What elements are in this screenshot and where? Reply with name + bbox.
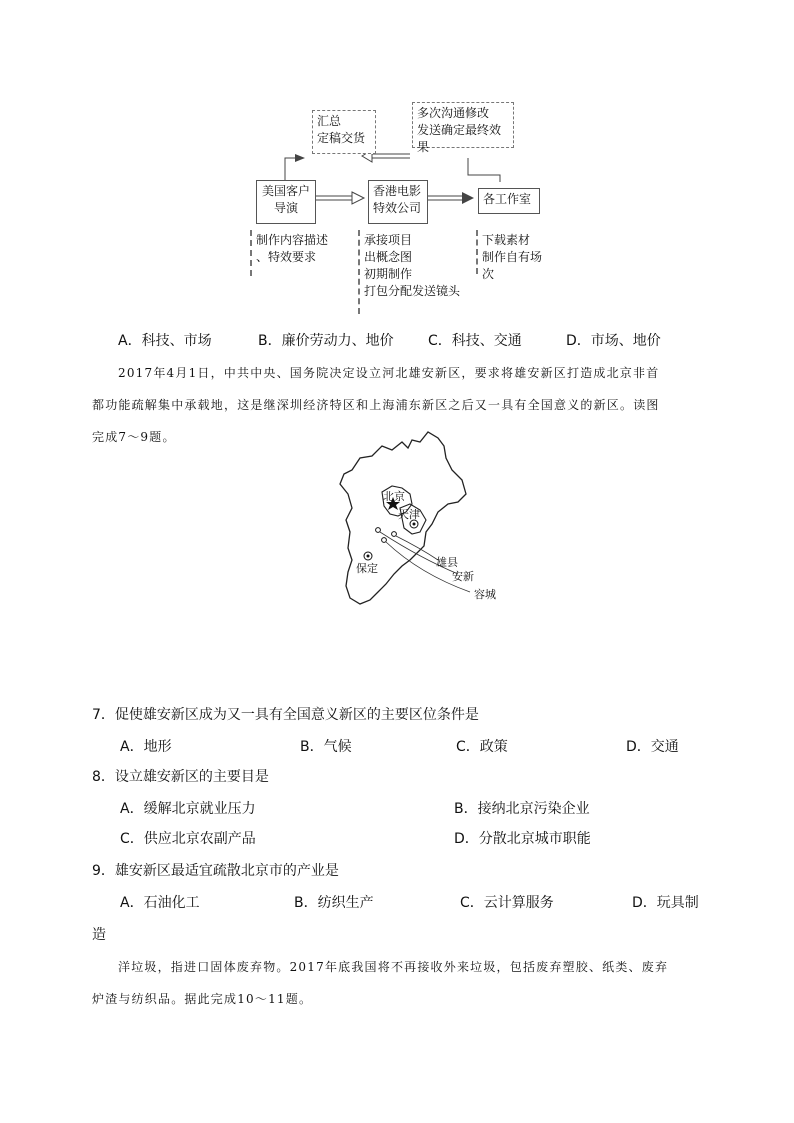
label-baoding: 保定 xyxy=(356,562,378,575)
label-xiongxian: 雄县 xyxy=(436,556,458,569)
intro-7-9-line-1: 2017年4月1日，中共中央、国务院决定设立河北雄安新区，要求将雄安新区打造成北京非首 xyxy=(118,366,660,380)
summary-box: 汇总 定稿交货 xyxy=(312,110,376,154)
q7-stem: 7．促使雄安新区成为又一具有全国意义新区的主要区位条件是 xyxy=(92,707,479,723)
q8-stem: 8．设立雄安新区的主要目是 xyxy=(92,769,269,785)
hk-tasks: 承接项目 出概念图 初期制作 打包分配发送镜头 xyxy=(358,230,468,314)
feedback-box: 多次沟通修改 发送确定最终效果 xyxy=(412,102,514,148)
studio-tasks: 下载素材 制作自有场次 xyxy=(476,230,556,274)
intro-7-9-line-3: 完成7～9题。 xyxy=(92,430,176,444)
label-beijing: 北京 xyxy=(383,490,405,503)
label-rongcheng: 容城 xyxy=(474,588,496,601)
q9-stem: 9．雄安新区最适宜疏散北京市的产业是 xyxy=(92,863,339,879)
label-tianjin: 天津 xyxy=(398,508,420,521)
q8-option-a: A．缓解北京就业压力 xyxy=(120,801,256,817)
q9-option-d: D．玩具制 xyxy=(632,895,699,911)
intro-7-9-line-2: 都功能疏解集中承载地，这是继深圳经济特区和上海浦东新区之后又一具有全国意义的新区。读图 xyxy=(92,398,660,412)
client-tasks: 制作内容描述 、特效要求 xyxy=(250,230,340,276)
q6-option-a: A．科技、市场 xyxy=(118,333,212,349)
client-box: 美国客户 导演 xyxy=(256,180,316,224)
q8-option-c: C．供应北京农副产品 xyxy=(120,831,256,847)
xiongxian-leader xyxy=(396,536,438,560)
intro-10-11-line-2: 炉渣与纺织品。据此完成10～11题。 xyxy=(92,992,313,1006)
xiongxian-dot xyxy=(392,532,397,537)
q6-option-b: B．廉价劳动力、地价 xyxy=(258,333,394,349)
anxin-dot xyxy=(376,528,381,533)
q7-option-c: C．政策 xyxy=(456,739,508,755)
q8-option-d: D．分散北京城市职能 xyxy=(454,831,591,847)
rongcheng-dot xyxy=(382,538,387,543)
q7-option-b: B．气候 xyxy=(300,739,352,755)
q7-option-a: A．地形 xyxy=(120,739,172,755)
studio-box: 各工作室 xyxy=(478,188,540,214)
q6-option-c: C．科技、交通 xyxy=(428,333,522,349)
label-anxin: 安新 xyxy=(452,570,474,583)
q6-option-d: D．市场、地价 xyxy=(566,333,661,349)
q9-option-d-wrap: 造 xyxy=(92,927,106,943)
q9-option-b: B．纺织生产 xyxy=(294,895,374,911)
hk-box: 香港电影 特效公司 xyxy=(368,180,428,224)
q9-option-c: C．云计算服务 xyxy=(460,895,554,911)
q7-option-d: D．交通 xyxy=(626,739,679,755)
q8-option-b: B．接纳北京污染企业 xyxy=(454,801,590,817)
intro-10-11-line-1: 洋垃圾，指进口固体废弃物。2017年底我国将不再接收外来垃圾，包括废弃塑胶、纸类、废弃 xyxy=(118,960,669,974)
q9-option-a: A．石油化工 xyxy=(120,895,200,911)
